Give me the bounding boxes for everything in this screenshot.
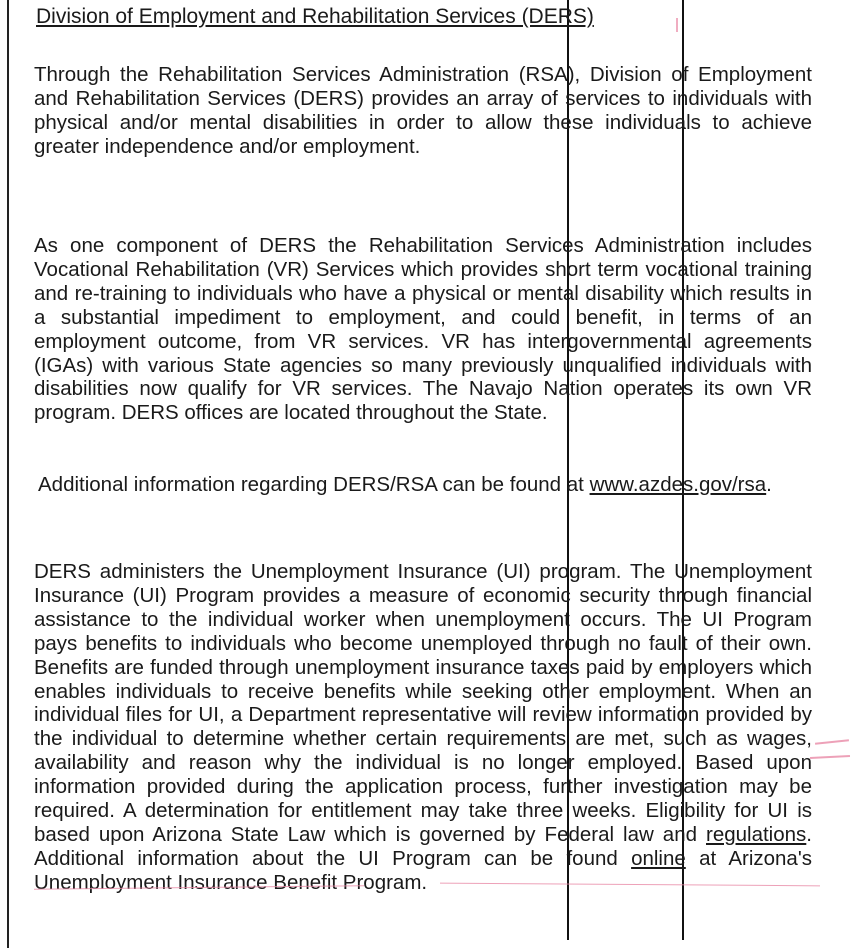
period: . bbox=[766, 473, 772, 496]
page-left-border bbox=[7, 0, 9, 948]
regulations-word: regulations bbox=[706, 822, 807, 846]
paragraph-rsa-intro: Through the Rehabilitation Services Administration (RSA), Division of Employment and Rehabilitation Services (DERS) provides an array of services to individuals with physical and/or mental disabilities in order to allow these individuals to achieve greater independence and/or employment. bbox=[34, 63, 812, 158]
pink-margin-mark bbox=[810, 755, 850, 759]
paragraph-unemployment-insurance bbox=[34, 560, 812, 895]
paragraph-vr-services: As one component of DERS the Rehabilitation Services Administration includes Vocational Rehabilitation (VR) Services which provides short term vocational training and re-training to individuals who have a physical or mental disability which results in a substantial impediment to employment, and could benefit, in terms of an employment outcome, from VR services. VR has intergovernmental agreements (IGAs) with various State agencies so many previously unqualified individuals with disabilities now qualify for VR services. The Navajo Nation operates its own VR program. DERS offices are located throughout the State. bbox=[34, 234, 812, 425]
ui-main-text: DERS administers the Unemployment Insurance (UI) program. The Unemployment Insurance (UI) Program provides a measure of economic security through financial assistance to the individual worker when unemployment occurs. The UI Program pays benefits to individuals who become unemployed through no fault of their own. Benefits are funded through unemployment insurance taxes paid by employers which enables individuals to receive benefits while seeking other employment. When an individual files for UI, a Department representative will review information provided by the individual to determine whether certain requirements are met, such as wages, availability and reason why the individual is no longer employed. Based upon information provided during the application process, further investigation may be required. A determination for entitlement may take three weeks. Eligibility for UI is based upon Arizona State Law which is governed by Federal law and bbox=[34, 560, 812, 846]
paragraph-additional-info bbox=[38, 473, 812, 497]
section-heading: Division of Employment and Rehabilitation Services (DERS) bbox=[36, 5, 594, 28]
online-word: online bbox=[631, 846, 686, 870]
pink-margin-mark bbox=[815, 739, 849, 745]
ui-tail-text: at Arizona's Unemployment Insurance Benefit Program. bbox=[34, 846, 813, 894]
rsa-website-link[interactable]: www.azdes.gov/rsa bbox=[589, 473, 767, 496]
pink-mark bbox=[676, 18, 678, 32]
additional-info-text: Additional information regarding DERS/RSA can be found at bbox=[38, 473, 584, 496]
ui-after-text: . Additional information about the UI Program can be found bbox=[34, 822, 812, 870]
